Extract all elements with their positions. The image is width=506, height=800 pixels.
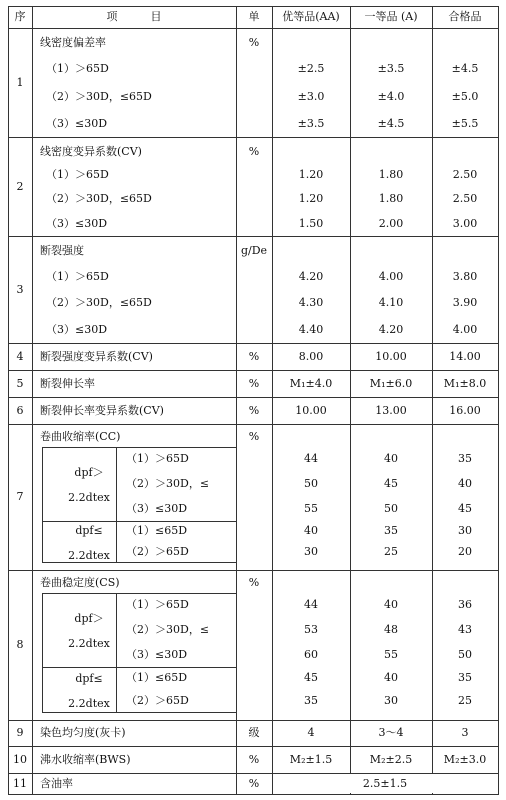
value-pass: 14.00 <box>449 349 481 363</box>
dpf-label: dpf≤ <box>75 671 103 685</box>
value-aa: 1.20 <box>298 167 324 181</box>
value-a: 3～4 <box>378 726 404 739</box>
value-aa: 44 <box>304 598 318 612</box>
row-no: 4 <box>16 349 24 363</box>
value-aa: M₁±4.0 <box>289 376 333 390</box>
value-pass: 20 <box>458 544 472 558</box>
row-sub-label: （2）＞30D，≤65D <box>46 89 152 103</box>
value-pass: 3.80 <box>452 269 478 283</box>
dpf-size-label: 2.2dtex <box>68 491 110 504</box>
header-item: 项 目 <box>106 10 162 23</box>
header-grade-pass: 合格品 <box>448 10 482 23</box>
value-pass: 25 <box>458 693 472 707</box>
value-pass: 2.50 <box>452 167 478 181</box>
value-aa: 1.50 <box>298 217 324 231</box>
value-aa: 53 <box>304 623 318 636</box>
value-pass: M₂±3.0 <box>443 752 487 766</box>
value-all-grades: 2.5±1.5 <box>362 776 408 790</box>
value-a: 40 <box>384 598 398 612</box>
spec-table <box>8 6 498 794</box>
value-a: 55 <box>384 647 398 661</box>
value-a: ±4.5 <box>377 116 405 130</box>
header-grade-a: 一等品 (A) <box>364 10 418 23</box>
value-a: 4.10 <box>378 296 404 310</box>
value-a: 30 <box>384 693 398 707</box>
value-pass: 50 <box>458 647 472 661</box>
value-aa: 40 <box>304 524 318 538</box>
value-pass: M₁±8.0 <box>443 376 487 390</box>
value-pass: ±4.5 <box>451 62 479 76</box>
row-no: 8 <box>16 638 24 651</box>
row-sub-label: （1）≤65D <box>126 671 188 685</box>
value-aa: 4.30 <box>298 296 324 310</box>
row-sub-label: （1）＞65D <box>46 269 109 283</box>
value-a: ±3.5 <box>377 62 405 76</box>
value-a: 40 <box>384 671 398 685</box>
row-sub-label: （2）＞65D <box>126 693 189 707</box>
value-aa: 8.00 <box>298 349 324 363</box>
dpf-label: dpf≤ <box>75 523 103 537</box>
row-no: 3 <box>16 282 24 296</box>
row-unit: % <box>248 349 260 363</box>
dpf-label: dpf＞ <box>74 466 104 479</box>
row-unit: % <box>248 576 260 589</box>
row-title: 卷曲收缩率(CC) <box>40 430 121 443</box>
value-pass: 3 <box>461 726 469 739</box>
value-pass: 4.00 <box>452 323 478 337</box>
value-aa: 30 <box>304 544 318 558</box>
row-title: 断裂强度变异系数(CV) <box>40 349 153 363</box>
value-a: 2.00 <box>378 217 404 231</box>
value-aa: 60 <box>304 647 318 661</box>
row-sub-label: （2）＞65D <box>126 544 189 558</box>
value-a: 10.00 <box>375 349 407 363</box>
row-unit: % <box>248 376 260 390</box>
row-sub-label: （3）≤30D <box>126 501 188 515</box>
value-pass: 3.90 <box>452 296 478 310</box>
value-pass: 36 <box>458 598 472 612</box>
value-a: 50 <box>384 501 398 515</box>
value-pass: 3.00 <box>452 217 478 231</box>
dpf-size-label: 2.2dtex <box>68 637 110 650</box>
row-sub-label: （3）≤30D <box>46 323 108 337</box>
header-no: 序 <box>14 10 26 23</box>
value-a: M₁±6.0 <box>369 376 413 390</box>
row-sub-label: （1）＞65D <box>46 167 109 181</box>
row-title: 染色均匀度(灰卡) <box>40 726 126 739</box>
row-unit: % <box>248 776 260 790</box>
value-aa: 4.20 <box>298 269 324 283</box>
value-pass: ±5.5 <box>451 116 479 130</box>
row-title: 断裂伸长率变异系数(CV) <box>40 403 164 417</box>
value-pass: 35 <box>458 671 472 685</box>
row-sub-label: （3）≤30D <box>46 217 108 231</box>
row-title: 线密度变异系数(CV) <box>40 145 142 158</box>
row-sub-label: （2）＞30D，≤65D <box>46 296 152 310</box>
row-unit: % <box>248 36 260 49</box>
value-aa: ±3.0 <box>297 89 325 103</box>
row-no: 2 <box>16 179 24 193</box>
row-no: 10 <box>13 752 27 766</box>
value-a: 1.80 <box>378 167 404 181</box>
value-pass: 45 <box>458 501 472 515</box>
value-pass: 40 <box>458 477 472 490</box>
value-aa: ±3.5 <box>297 116 325 130</box>
row-unit: % <box>248 752 260 766</box>
value-pass: 2.50 <box>452 192 478 206</box>
value-a: 48 <box>384 623 398 636</box>
value-aa: 10.00 <box>295 403 327 417</box>
value-aa: ±2.5 <box>297 62 325 76</box>
value-a: 13.00 <box>375 403 407 417</box>
value-aa: 35 <box>304 693 318 707</box>
row-sub-label: （1）＞65D <box>126 598 189 612</box>
row-title: 断裂强度 <box>40 244 84 257</box>
value-pass: 30 <box>458 524 472 538</box>
value-a: 40 <box>384 452 398 466</box>
value-a: 4.00 <box>378 269 404 283</box>
value-pass: 16.00 <box>449 403 481 417</box>
row-unit: % <box>248 430 260 443</box>
value-a: M₂±2.5 <box>369 752 413 766</box>
row-unit: % <box>248 403 260 417</box>
row-sub-label: （1）≤65D <box>126 524 188 538</box>
value-a: 1.80 <box>378 192 404 206</box>
value-aa: 45 <box>304 671 318 685</box>
row-sub-label: （2）＞30D，≤ <box>126 623 210 636</box>
row-unit: g/De <box>240 244 268 257</box>
row-title: 沸水收缩率(BWS) <box>40 752 131 766</box>
value-pass: ±5.0 <box>451 89 479 103</box>
dpf-size-label: 2.2dtex <box>68 548 110 562</box>
dpf-size-label: 2.2dtex <box>68 696 110 710</box>
row-no: 7 <box>16 490 24 503</box>
value-aa: M₂±1.5 <box>289 752 333 766</box>
row-no: 11 <box>13 776 27 790</box>
value-aa: 4.40 <box>298 323 324 337</box>
header-grade-aa: 优等品(AA) <box>282 10 340 23</box>
row-title: 卷曲稳定度(CS) <box>40 576 120 589</box>
row-unit: 级 <box>248 726 260 739</box>
row-no: 1 <box>16 75 24 89</box>
value-a: 4.20 <box>378 323 404 337</box>
row-sub-label: （3）≤30D <box>126 647 188 661</box>
value-a: 35 <box>384 524 398 538</box>
row-title: 含油率 <box>40 776 73 790</box>
row-sub-label: （3）≤30D <box>46 116 108 130</box>
row-sub-label: （2）＞30D，≤ <box>126 477 210 490</box>
row-no: 5 <box>16 376 24 390</box>
row-sub-label: （1）＞65D <box>46 62 109 76</box>
header-unit: 单 <box>248 10 260 23</box>
value-pass: 43 <box>458 623 472 636</box>
dpf-label: dpf＞ <box>74 612 104 625</box>
row-title: 断裂伸长率 <box>40 376 95 390</box>
value-aa: 1.20 <box>298 192 324 206</box>
row-sub-label: （2）＞30D，≤65D <box>46 192 152 206</box>
value-aa: 44 <box>304 452 318 466</box>
value-a: 45 <box>384 477 398 490</box>
row-title: 线密度偏差率 <box>40 36 106 49</box>
row-no: 9 <box>16 726 24 739</box>
row-unit: % <box>248 145 260 158</box>
value-aa: 55 <box>304 501 318 515</box>
value-a: ±4.0 <box>377 89 405 103</box>
value-aa: 4 <box>307 726 315 739</box>
value-pass: 35 <box>458 452 472 466</box>
value-aa: 50 <box>304 477 318 490</box>
value-a: 25 <box>384 544 398 558</box>
row-no: 6 <box>16 403 24 417</box>
row-sub-label: （1）＞65D <box>126 452 189 466</box>
